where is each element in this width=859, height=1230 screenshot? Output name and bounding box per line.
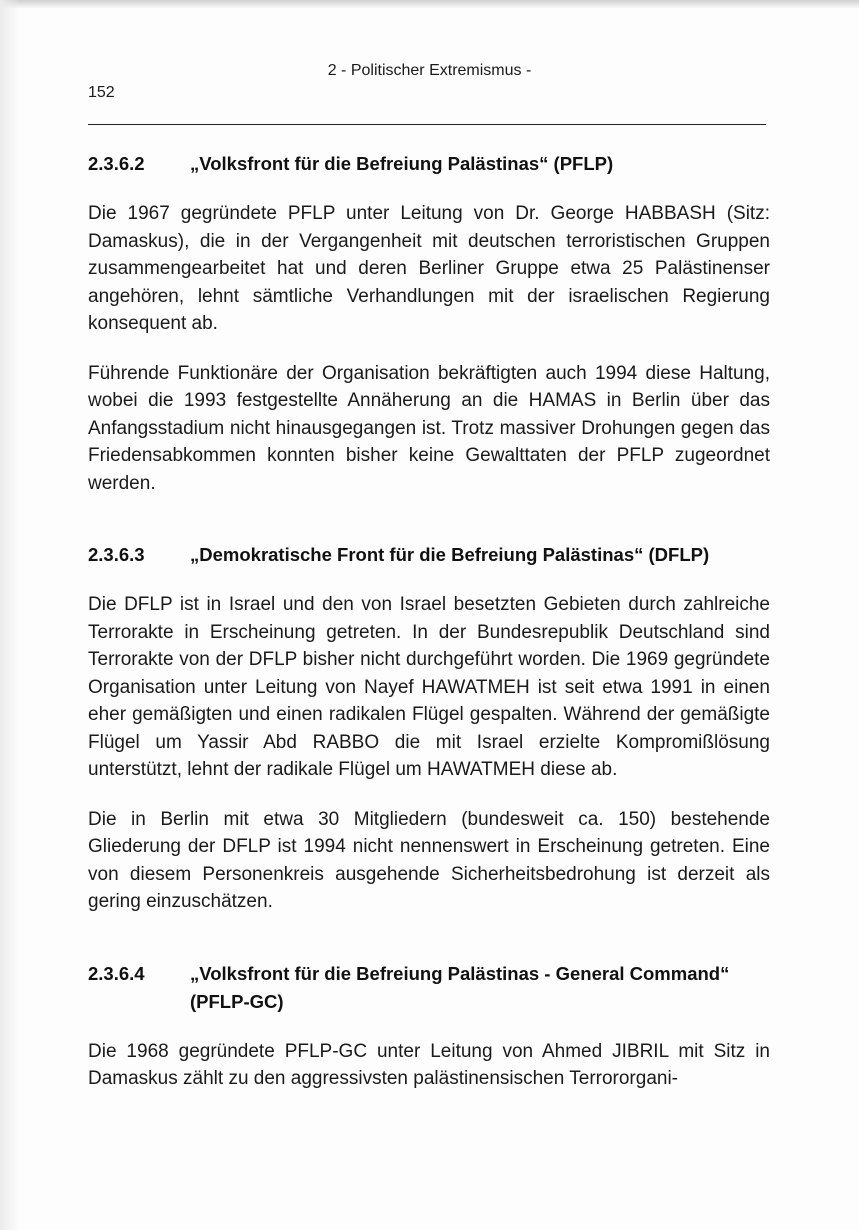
section-heading-pflp: [88, 150, 770, 178]
page-number: 152: [88, 84, 115, 101]
paragraph: Die 1968 gegründete PFLP-GC unter Leitung von Ahmed JIBRIL mit Sitz in Damaskus zählt zu den aggressivsten palästinensischen Terrororgani-: [88, 1040, 770, 1089]
section-title: „Demokratische Front für die Befreiung Palästinas“ (DFLP): [190, 544, 710, 565]
section-number: 2.3.6.3: [88, 544, 145, 565]
scan-shadow-left: [0, 0, 20, 1230]
paragraph: Die in Berlin mit etwa 30 Mitgliedern (bundesweit ca. 150) bestehende Gliederung der DFLP ist 1994 nicht nennenswert in Erscheinung getreten. Eine von diesem Personenkreis ausgehende Sicherheitsbedrohung ist derzeit als gering einzuschätzen.: [88, 808, 770, 912]
page-body: [88, 150, 770, 1093]
section-heading-dflp: [88, 541, 770, 569]
running-header: 2 - Politischer Extremismus -: [327, 62, 532, 79]
header-rule: [88, 124, 766, 125]
paragraph: Die DFLP ist in Israel und den von Israel besetzten Gebieten durch zahlreiche Terrorakte in Erscheinung getreten. In der Bundesrepublik Deutschland sind Terrorakte von der DFLP bisher nicht durchgeführt worden. Die 1969 gegründete Organisation unter Leitung von Nayef HAWATMEH ist seit etwa 1991 in einen eher gemäßigten und einen radikalen Flügel gespalten. Während der gemäßigte Flügel um Yassir Abd RABBO die mit Israel erzielte Kompromißlösung unterstützt, lehnt der radikale Flügel um HAWATMEH diese ab.: [88, 594, 770, 780]
section-title: „Volksfront für die Befreiung Palästinas“ (PFLP): [190, 153, 614, 174]
section-title: „Volksfront für die Befreiung Palästinas - General Command“ (PFLP-GC): [190, 962, 730, 1012]
section-heading-pflp-gc: [88, 960, 770, 1016]
section-number: 2.3.6.2: [88, 153, 145, 174]
paragraph: Die 1967 gegründete PFLP unter Leitung von Dr. George HABBASH (Sitz: Damaskus), die in der Vergangenheit mit deutschen terroristischen Gruppen zusammengearbeitet hat und deren Berliner Gruppe etwa 25 Palästinenser angehören, lehnt sämtliche Verhandlungen mit der israelischen Regierung konsequent ab.: [88, 203, 770, 334]
paragraph: Führende Funktionäre der Organisation bekräftigten auch 1994 diese Haltung, wobei die 1993 festgestellte Annäherung an die HAMAS in Berlin über das Anfangsstadium nicht hinausgegangen ist. Trotz massiver Drohungen gegen das Friedensabkommen konnten bisher keine Gewalttaten der PFLP zugeordnet werden.: [88, 362, 770, 494]
scan-shadow-top: [0, 0, 859, 8]
section-number: 2.3.6.4: [88, 962, 145, 984]
